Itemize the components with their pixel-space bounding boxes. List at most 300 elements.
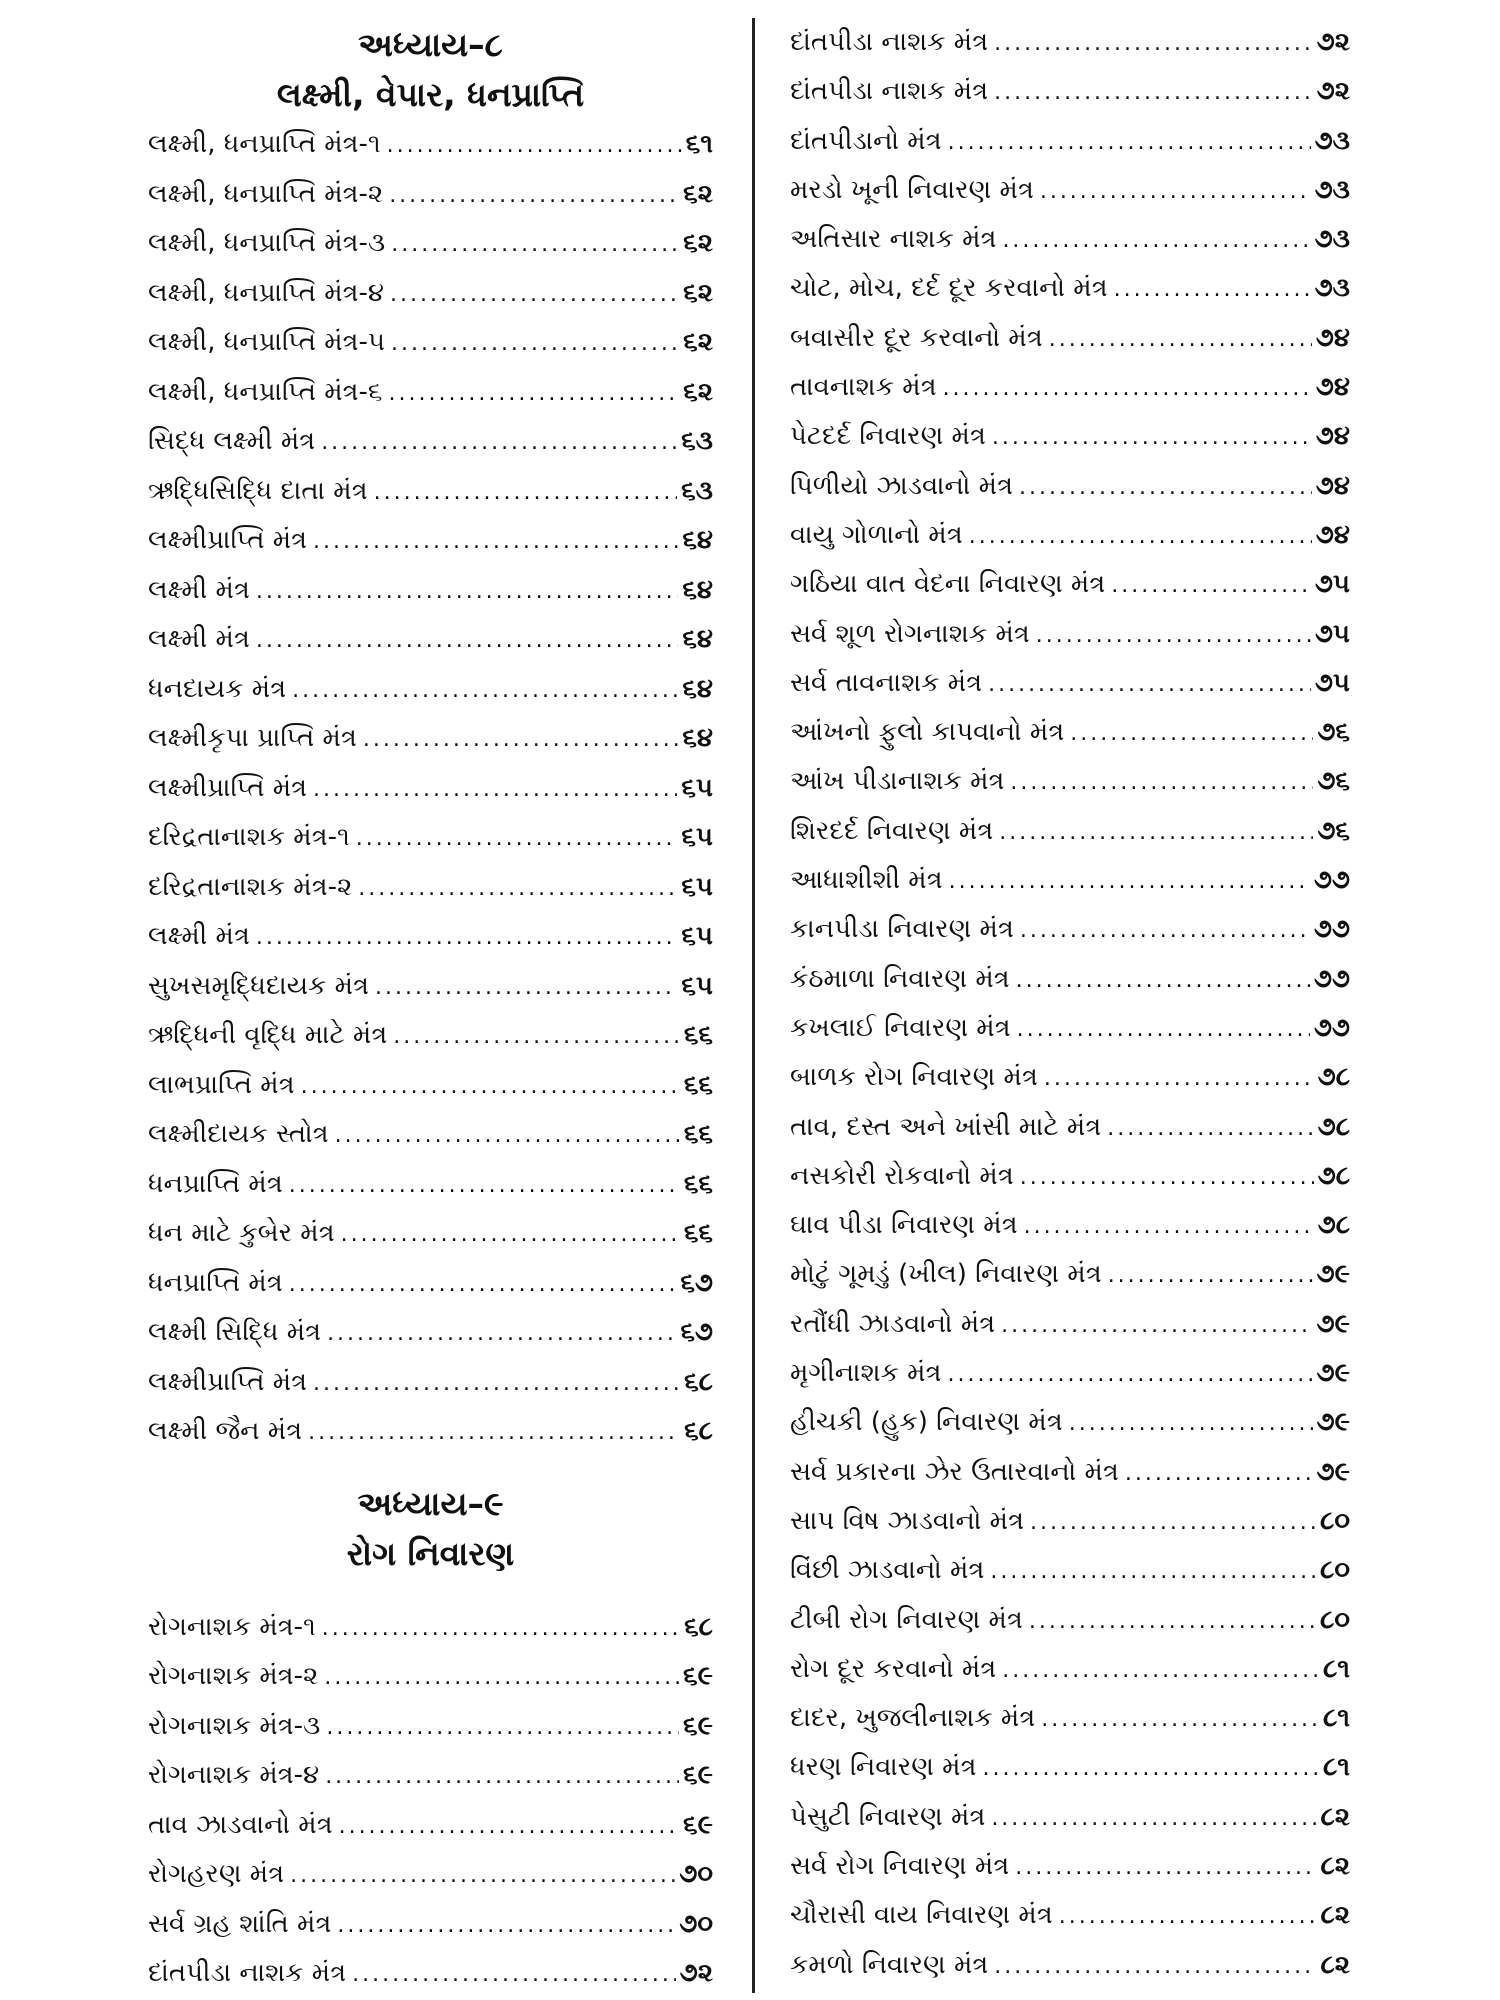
toc-entry-title: લક્ષ્મી, ધનપ્રાપ્તિ મંત્ર-૬ — [148, 376, 383, 407]
toc-entry — [148, 1011, 713, 1061]
toc-entry — [790, 1448, 1350, 1497]
toc-entry-leader-dots — [1024, 1202, 1314, 1251]
toc-entry-leader-dots — [256, 913, 678, 963]
toc-entry-leader-dots — [1020, 906, 1310, 955]
toc-entry-page-number: ૭૮ — [1317, 1062, 1350, 1093]
toc-entry-page-number: ૭૩ — [1314, 125, 1350, 156]
toc-entry-leader-dots — [1017, 1005, 1310, 1054]
toc-entry — [148, 219, 713, 269]
toc-entry-leader-dots — [1044, 1054, 1314, 1103]
toc-entry-leader-dots — [1108, 1251, 1313, 1300]
toc-entry — [790, 264, 1350, 313]
toc-entry-page-number: ૭૮ — [1317, 1160, 1350, 1191]
toc-entry-title: તાવ ઝાડવાનો મંત્ર — [148, 1809, 333, 1840]
toc-entry-title: મોટું ગૂમડું (ખીલ) નિવારણ મંત્ર — [790, 1259, 1102, 1290]
toc-entry — [790, 1349, 1350, 1398]
toc-entry-page-number: ૬૫ — [681, 822, 713, 852]
toc-entry — [148, 813, 713, 863]
toc-entry-leader-dots — [292, 666, 678, 716]
toc-entry — [148, 714, 713, 764]
toc-entry — [148, 318, 713, 368]
toc-entry-page-number: ૮૨ — [1320, 1949, 1350, 1980]
toc-entry — [790, 1398, 1350, 1447]
toc-entry — [148, 1949, 713, 1999]
chapter-9-entries — [148, 1603, 713, 1999]
toc-entry — [148, 1358, 713, 1408]
toc-entry-page-number: ૬૯ — [683, 1710, 713, 1741]
toc-entry-leader-dots — [289, 1161, 680, 1211]
toc-entry-page-number: ૭૩ — [1314, 174, 1350, 205]
toc-entry-leader-dots — [325, 1752, 679, 1802]
toc-entry — [790, 363, 1350, 412]
toc-entry-title: ધનપ્રાપ્તિ મંત્ર — [148, 1267, 283, 1298]
toc-entry — [790, 1891, 1350, 1940]
toc-entry-leader-dots — [949, 857, 1310, 906]
toc-entry-page-number: ૭૪ — [1315, 372, 1350, 403]
toc-entry-page-number: ૬૬ — [683, 1069, 713, 1100]
toc-entry — [148, 665, 713, 715]
toc-entry-title: પિળીયો ઝાડવાનો મંત્ર — [790, 470, 1014, 501]
toc-entry-title: લક્ષ્મીપ્રાપ્તિ મંત્ર — [148, 772, 308, 803]
toc-entry-page-number: ૬૨ — [683, 376, 713, 407]
toc-entry-title: રોગનાશક મંત્ર-૩ — [148, 1710, 321, 1741]
toc-entry-leader-dots — [358, 864, 677, 914]
toc-entry-page-number: ૬૫ — [681, 871, 713, 902]
toc-entry-leader-dots — [391, 220, 679, 270]
toc-entry-page-number: ૭૨ — [1316, 76, 1350, 107]
toc-entry-leader-dots — [313, 1359, 680, 1409]
toc-entry-title: સર્વ તાવનાશક મંત્ર — [790, 667, 983, 698]
toc-entry-page-number: ૬૪ — [682, 624, 713, 654]
toc-entry — [790, 807, 1350, 856]
toc-entry-title: વાયુ ગોળાનો મંત્ર — [790, 519, 963, 550]
toc-entry-title: ગઠિયા વાત વેદના નિવારણ મંત્ર — [790, 569, 1106, 600]
toc-entry-leader-dots — [322, 1604, 680, 1654]
toc-entry — [148, 1850, 713, 1900]
toc-entry-leader-dots — [374, 468, 678, 518]
toc-entry-title: ચૌરાસી વાય નિવારણ મંત્ર — [790, 1900, 1053, 1931]
toc-entry-page-number: ૭૯ — [1316, 1308, 1350, 1339]
toc-entry-title: કાનપીડા નિવારણ મંત્ર — [790, 914, 1014, 945]
toc-entry-page-number: ૬૪ — [682, 723, 713, 753]
toc-entry-leader-dots — [324, 1653, 679, 1703]
toc-entry-title: મૃગીનાશક મંત્ર — [790, 1358, 942, 1389]
toc-entry — [148, 912, 713, 962]
toc-entry — [148, 368, 713, 418]
chapter-8-subtitle: લક્ષ્મી, વેપાર, ધનપ્રાપ્તિ — [276, 75, 585, 114]
toc-entry — [790, 1546, 1350, 1595]
chapter-9-title: અધ્યાય–૯ — [357, 1483, 504, 1523]
toc-entry-title: સુખસમૃદ્ધિદાયક મંત્ર — [148, 970, 370, 1001]
toc-entry — [790, 1793, 1350, 1842]
toc-entry — [790, 757, 1350, 806]
toc-entry-title: દાંતપીડા નાશક મંત્ર — [790, 27, 989, 57]
toc-entry-title: સાપ વિષ ઝાડવાનો મંત્ર — [790, 1505, 1024, 1536]
toc-entry — [790, 1201, 1350, 1250]
toc-entry-leader-dots — [943, 364, 1312, 413]
toc-entry — [148, 1407, 713, 1457]
toc-entry — [148, 1110, 713, 1160]
toc-entry-leader-dots — [1069, 1399, 1313, 1448]
toc-entry — [790, 117, 1350, 166]
toc-entry — [148, 467, 713, 517]
toc-entry-title: રતૌંધી ઝાડવાનો મંત્ર — [790, 1308, 996, 1339]
toc-entry — [790, 1053, 1350, 1102]
toc-entry-leader-dots — [1010, 758, 1313, 807]
toc-entry-title: ધનદાયક મંત્ર — [148, 673, 287, 704]
toc-entry-leader-dots — [948, 1350, 1313, 1399]
toc-entry-page-number: ૭૭ — [1313, 963, 1350, 994]
toc-entry-leader-dots — [969, 512, 1312, 561]
toc-entry-leader-dots — [1020, 1153, 1314, 1202]
toc-entry-page-number: ૭૪ — [1315, 421, 1350, 452]
toc-entry-leader-dots — [352, 1950, 676, 2000]
toc-entry — [790, 856, 1350, 905]
toc-entry-title: સર્વ પ્રકારના ઝેર ઉતારવાનો મંત્ર — [790, 1456, 1119, 1487]
toc-entry-title: તાવનાશક મંત્ર — [790, 372, 937, 403]
toc-entry-page-number: ૭૪ — [1315, 470, 1350, 501]
toc-entry — [790, 1596, 1350, 1645]
toc-entry-leader-dots — [313, 517, 678, 567]
right-column — [790, 18, 1350, 1990]
toc-entry-title: લક્ષ્મીકૃપા પ્રાપ્તિ મંત્ર — [148, 723, 357, 753]
toc-entry-page-number: ૬૪ — [682, 525, 713, 555]
toc-entry — [148, 1702, 713, 1752]
toc-entry-page-number: ૬૪ — [682, 574, 713, 605]
toc-entry-page-number: ૮૨ — [1320, 1801, 1350, 1832]
toc-entry — [148, 962, 713, 1012]
toc-entry-leader-dots — [1030, 1498, 1316, 1547]
toc-entry-title: સિદ્ધ લક્ષ્મી મંત્ર — [148, 426, 316, 456]
toc-entry-leader-dots — [1029, 1597, 1316, 1646]
toc-entry-page-number: ૭૯ — [1316, 1456, 1350, 1487]
toc-entry-title: લક્ષ્મી જૈન મંત્ર — [148, 1416, 303, 1446]
toc-entry-page-number: ૭૮ — [1317, 1111, 1350, 1142]
toc-entry-title: દાંતપીડાનો મંત્ર — [790, 125, 942, 156]
toc-entry-page-number: ૬૯ — [683, 1760, 713, 1790]
chapter-9-spacer — [148, 1579, 713, 1603]
toc-entry — [790, 1250, 1350, 1299]
toc-entry-page-number: ૭૨ — [1316, 27, 1350, 57]
toc-entry-page-number: ૮૦ — [1320, 1505, 1350, 1536]
toc-entry-title: લક્ષ્મી મંત્ર — [148, 574, 250, 605]
toc-entry-title: ધનપ્રાપ્તિ મંત્ર — [148, 1168, 283, 1199]
toc-entry-page-number: ૬૮ — [684, 1416, 713, 1446]
toc-entry-page-number: ૭૬ — [1317, 766, 1350, 797]
toc-entry-leader-dots — [1001, 1301, 1312, 1350]
toc-entry-leader-dots — [393, 1012, 680, 1062]
toc-entry-title: શિરદર્દ નિવારણ મંત્ર — [790, 815, 994, 846]
toc-entry-page-number: ૮૦ — [1320, 1604, 1350, 1635]
toc-entry — [148, 1259, 713, 1309]
toc-entry-leader-dots — [994, 68, 1313, 117]
toc-entry-title: ઘાવ પીડા નિવારણ મંત્ર — [790, 1210, 1018, 1241]
toc-entry — [790, 314, 1350, 363]
toc-entry-leader-dots — [991, 1794, 1316, 1843]
toc-entry-page-number: ૭૯ — [1316, 1259, 1350, 1290]
toc-entry-title: લક્ષ્મી સિદ્ધિ મંત્ર — [148, 1317, 322, 1347]
toc-entry — [790, 955, 1350, 1004]
toc-entry — [148, 269, 713, 319]
toc-entry-title: લક્ષ્મી મંત્ર — [148, 624, 250, 654]
toc-entry-title: દરિદ્રતાનાશક મંત્ર-૨ — [148, 871, 353, 902]
toc-entry-page-number: ૭૪ — [1315, 519, 1350, 550]
toc-entry-leader-dots — [983, 1744, 1319, 1793]
toc-entry-page-number: ૭૩ — [1314, 224, 1350, 255]
toc-entry-page-number: ૭૦ — [679, 1908, 713, 1939]
toc-entry-leader-dots — [990, 1547, 1316, 1596]
toc-entry-leader-dots — [356, 814, 678, 864]
toc-entry-title: અતિસાર નાશક મંત્ર — [790, 224, 997, 255]
toc-entry-page-number: ૭૨ — [679, 1958, 713, 1988]
toc-entry — [790, 1152, 1350, 1201]
toc-entry-leader-dots — [1125, 1449, 1313, 1498]
toc-entry-title: લક્ષ્મી, ધનપ્રાપ્તિ મંત્ર-૧ — [148, 129, 381, 159]
toc-entry-page-number: ૬૨ — [683, 228, 713, 258]
toc-entry-leader-dots — [313, 765, 677, 815]
chapter-8-title: અધ્યાય–૮ — [358, 25, 503, 64]
toc-entry-page-number: ૮૧ — [1322, 1703, 1350, 1734]
toc-entry-page-number: ૬૧ — [685, 129, 713, 159]
toc-entry-title: કમળો નિવારણ મંત્ર — [790, 1949, 989, 1980]
toc-entry-title: રોગહરણ મંત્ર — [148, 1859, 285, 1889]
toc-entry-leader-dots — [1015, 1843, 1316, 1892]
toc-entry-title: પેટદર્દ નિવારણ મંત્ર — [790, 421, 986, 452]
toc-entry-page-number: ૬૭ — [680, 1267, 713, 1298]
toc-entry-leader-dots — [948, 118, 1311, 167]
toc-entry — [148, 1308, 713, 1358]
toc-entry — [790, 1004, 1350, 1053]
toc-entry-leader-dots — [1111, 561, 1311, 610]
toc-entry-page-number: ૬૨ — [683, 178, 713, 209]
toc-entry-page-number: ૭૫ — [1314, 618, 1350, 649]
toc-entry-page-number: ૮૨ — [1320, 1900, 1350, 1931]
toc-entry-page-number: ૭૬ — [1317, 815, 1350, 846]
toc-entry-title: ધરણ નિવારણ મંત્ર — [790, 1752, 977, 1783]
toc-entry — [790, 1941, 1350, 1990]
toc-entry-title: દાંતપીડા નાશક મંત્ર — [790, 76, 989, 107]
toc-entry — [790, 412, 1350, 461]
toc-entry-page-number: ૭૩ — [1314, 273, 1350, 304]
toc-entry — [148, 566, 713, 616]
toc-entry-title: ધન માટે કુબેર મંત્ર — [148, 1218, 335, 1248]
toc-entry — [148, 1801, 713, 1851]
toc-entry — [148, 170, 713, 220]
toc-entry-page-number: ૭૭ — [1313, 1012, 1350, 1043]
toc-entry-page-number: ૭૮ — [1317, 1210, 1350, 1241]
toc-entry-page-number: ૭૭ — [1313, 865, 1350, 896]
toc-entry-page-number: ૬૨ — [683, 277, 713, 308]
left-column — [148, 18, 713, 1999]
toc-entry-page-number: ૭૪ — [1315, 322, 1350, 353]
toc-entry — [790, 166, 1350, 215]
toc-entry-leader-dots — [339, 1802, 679, 1852]
toc-entry — [790, 1645, 1350, 1694]
toc-entry-title: ઋદ્ધિની વૃદ્ધિ માટે મંત્ર — [148, 1020, 388, 1050]
toc-entry — [790, 215, 1350, 264]
toc-entry-page-number: ૬૬ — [683, 1168, 713, 1199]
toc-entry — [148, 516, 713, 566]
toc-entry — [790, 1103, 1350, 1152]
toc-entry — [148, 615, 713, 665]
toc-entry-leader-dots — [391, 319, 679, 369]
toc-entry-title: રોગ દૂર કરવાનો મંત્ર — [790, 1653, 997, 1684]
toc-entry-page-number: ૬૬ — [683, 1218, 713, 1248]
toc-entry-title: રોગનાશક મંત્ર-૨ — [148, 1661, 319, 1691]
toc-entry-page-number: ૬૪ — [682, 673, 713, 704]
toc-entry-title: કંઠમાળા નિવારણ મંત્ર — [790, 963, 1010, 994]
toc-entry-leader-dots — [1036, 611, 1311, 660]
toc-entry — [790, 905, 1350, 954]
toc-entry-page-number: ૬૩ — [681, 475, 713, 506]
toc-entry-leader-dots — [1070, 709, 1313, 758]
toc-entry-title: મરડો ખૂની નિવારણ મંત્ર — [790, 174, 1034, 205]
toc-entry-title: લક્ષ્મી, ધનપ્રાપ્તિ મંત્ર-૪ — [148, 277, 385, 308]
toc-entry-leader-dots — [1002, 1646, 1319, 1695]
toc-entry — [148, 1751, 713, 1801]
toc-entry — [148, 1209, 713, 1259]
toc-entry-title: લક્ષ્મી, ધનપ્રાપ્તિ મંત્ર-૫ — [148, 327, 386, 357]
toc-entry-page-number: ૮૦ — [1320, 1555, 1350, 1586]
toc-entry-leader-dots — [335, 1111, 680, 1161]
toc-entry-leader-dots — [326, 1703, 679, 1753]
toc-entry — [790, 18, 1350, 67]
toc-entry — [790, 659, 1350, 708]
toc-entry-title: સર્વ ગ્રહ શાંતિ મંત્ર — [148, 1908, 332, 1939]
toc-entry-page-number: ૬૬ — [683, 1119, 713, 1149]
toc-entry — [148, 1900, 713, 1950]
toc-entry-leader-dots — [1040, 167, 1311, 216]
toc-entry-leader-dots — [337, 1901, 675, 1951]
toc-entry-leader-dots — [256, 567, 678, 617]
toc-entry-title: રોગનાશક મંત્ર-૪ — [148, 1760, 320, 1790]
toc-entry-title: કખલાઈ નિવારણ મંત્ર — [790, 1012, 1011, 1043]
toc-entry-leader-dots — [1107, 1104, 1313, 1153]
toc-entry-leader-dots — [308, 1408, 680, 1458]
toc-entry-page-number: ૭૯ — [1316, 1407, 1350, 1438]
toc-entry-title: લક્ષ્મી, ધનપ્રાપ્તિ મંત્ર-૩ — [148, 228, 386, 258]
toc-entry-title: દાંતપીડા નાશક મંત્ર — [148, 1958, 347, 1988]
toc-entry-page-number: ૬૮ — [684, 1366, 713, 1397]
toc-entry-title: લક્ષ્મીદાયક સ્તોત્ર — [148, 1119, 329, 1149]
toc-entry-title: રોગનાશક મંત્ર-૧ — [148, 1611, 316, 1642]
toc-entry-title: લક્ષ્મીપ્રાપ્તિ મંત્ર — [148, 525, 308, 555]
toc-entry — [790, 462, 1350, 511]
toc-entry-title: આંખ પીડાનાશક મંત્ર — [790, 766, 1005, 797]
toc-entry-title: લક્ષ્મી, ધનપ્રાપ્તિ મંત્ર-૨ — [148, 178, 384, 209]
toc-entry-page-number: ૬૨ — [683, 327, 713, 357]
toc-entry — [148, 417, 713, 467]
toc-entry — [790, 610, 1350, 659]
toc-entry-title: સર્વ શૂળ રોગનાશક મંત્ર — [790, 618, 1030, 649]
toc-entry-page-number: ૬૫ — [681, 970, 713, 1001]
toc-entry-title: વિંછી ઝાડવાનો મંત્ર — [790, 1555, 985, 1586]
toc-entry-page-number: ૬૫ — [681, 921, 713, 951]
toc-entry-title: નસકોરી રોકવાનો મંત્ર — [790, 1160, 1014, 1191]
toc-entry-page-number: ૬૮ — [684, 1611, 713, 1642]
toc-entry-leader-dots — [341, 1210, 680, 1260]
toc-entry-title: તાવ, દસ્ત અને ખાંસી માટે મંત્ર — [790, 1111, 1102, 1142]
toc-entry-leader-dots — [301, 1062, 680, 1112]
toc-entry-page-number: ૮૧ — [1322, 1653, 1350, 1684]
toc-entry — [148, 863, 713, 913]
toc-entry-leader-dots — [390, 270, 679, 320]
toc-entry-title: લક્ષ્મીપ્રાપ્તિ મંત્ર — [148, 1366, 308, 1397]
toc-entry-leader-dots — [327, 1309, 676, 1359]
toc-entry-leader-dots — [1114, 265, 1311, 314]
toc-entry-title: આંખનો ફુલો કાપવાનો મંત્ર — [790, 717, 1065, 748]
toc-entry-leader-dots — [992, 413, 1312, 462]
toc-entry-leader-dots — [388, 369, 679, 419]
toc-entry-leader-dots — [994, 1942, 1316, 1991]
toc-entry-leader-dots — [389, 171, 679, 221]
toc-entry — [790, 1300, 1350, 1349]
toc-entry-page-number: ૬૫ — [681, 772, 713, 803]
toc-entry-leader-dots — [999, 808, 1313, 857]
toc-entry-leader-dots — [988, 660, 1311, 709]
toc-entry-page-number: ૬૩ — [681, 426, 713, 456]
toc-entry-page-number: ૭૫ — [1314, 667, 1350, 698]
toc-entry-title: દરિદ્રતાનાશક મંત્ર-૧ — [148, 822, 350, 852]
toc-entry — [148, 1061, 713, 1111]
toc-entry — [790, 708, 1350, 757]
toc-entry-page-number: ૭૫ — [1314, 569, 1350, 600]
toc-entry — [148, 1603, 713, 1653]
toc-entry-leader-dots — [1059, 1892, 1317, 1941]
toc-entry-page-number: ૮૨ — [1320, 1850, 1350, 1881]
toc-entry-title: લક્ષ્મી મંત્ર — [148, 921, 250, 951]
toc-entry-leader-dots — [1016, 956, 1310, 1005]
toc-entry — [790, 1497, 1350, 1546]
toc-entry-leader-dots — [290, 1851, 675, 1901]
toc-entry-leader-dots — [256, 616, 678, 666]
toc-entry — [790, 1743, 1350, 1792]
toc-entry — [148, 1160, 713, 1210]
toc-entry — [148, 764, 713, 814]
toc-entry — [790, 67, 1350, 116]
toc-entry — [790, 1842, 1350, 1891]
toc-entry-page-number: ૭૬ — [1317, 717, 1350, 748]
toc-entry-leader-dots — [1041, 1695, 1319, 1744]
toc-entry-leader-dots — [289, 1260, 677, 1310]
right-column-entries — [790, 18, 1350, 1990]
toc-entry-page-number: ૬૯ — [683, 1661, 713, 1691]
toc-entry-page-number: ૮૧ — [1322, 1752, 1350, 1783]
toc-entry-title: ઋદ્ધિસિદ્ધિ દાતા મંત્ર — [148, 475, 368, 506]
toc-entry — [148, 1652, 713, 1702]
toc-entry-title: બાળક રોગ નિવારણ મંત્ર — [790, 1062, 1038, 1093]
toc-entry-title: હીચકી (હુક) નિવારણ મંત્ર — [790, 1407, 1063, 1438]
toc-entry-leader-dots — [1002, 216, 1310, 265]
toc-entry — [790, 1694, 1350, 1743]
chapter-8-entries — [148, 120, 713, 1457]
toc-entry-title: ટીબી રોગ નિવારણ મંત્ર — [790, 1604, 1023, 1635]
toc-entry-page-number: ૬૯ — [683, 1809, 713, 1840]
toc-entry-leader-dots — [1049, 315, 1312, 364]
toc-entry-page-number: ૬૬ — [683, 1020, 713, 1050]
toc-entry-leader-dots — [375, 963, 677, 1013]
toc-entry-title: દાદર, ખુજલીનાશક મંત્ર — [790, 1703, 1036, 1734]
toc-entry-leader-dots — [363, 715, 678, 765]
toc-entry — [790, 560, 1350, 609]
toc-entry-title: લાભપ્રાપ્તિ મંત્ર — [148, 1069, 295, 1100]
toc-entry-title: બવાસીર દૂર કરવાનો મંત્ર — [790, 322, 1043, 353]
toc-entry-title: આધાશીશી મંત્ર — [790, 865, 943, 896]
toc-entry — [790, 511, 1350, 560]
toc-entry-title: પેસુટી નિવારણ મંત્ર — [790, 1801, 986, 1832]
toc-entry-leader-dots — [1019, 463, 1312, 512]
chapter-9-subtitle: રોગ નિવારણ — [346, 1533, 515, 1573]
